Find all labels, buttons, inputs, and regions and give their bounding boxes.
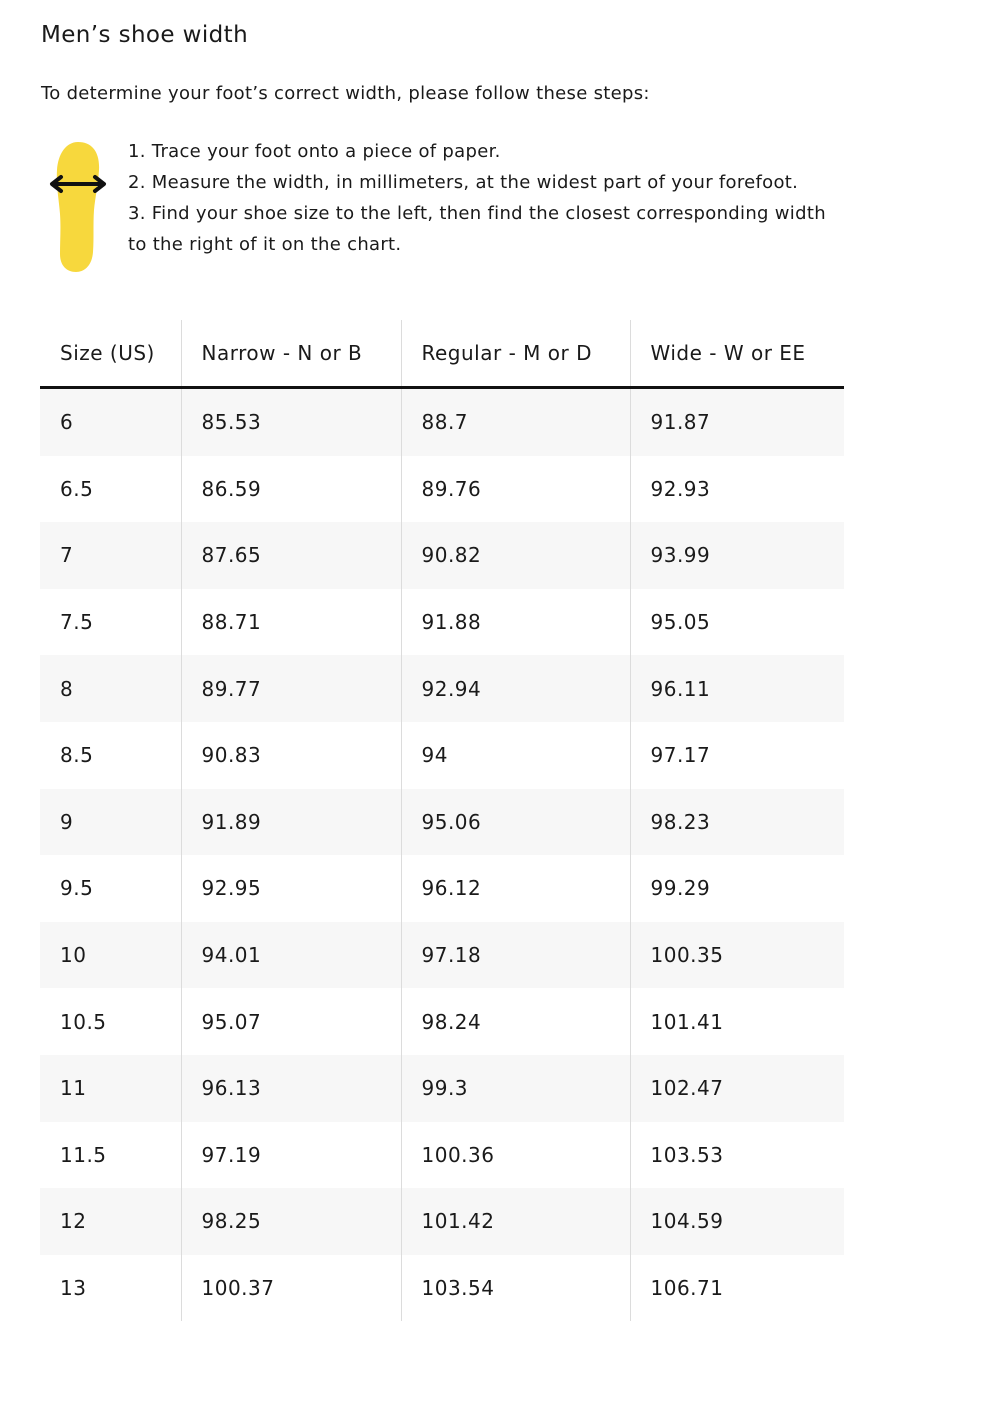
table-row — [40, 456, 844, 523]
cell-size: 11.5 — [40, 1122, 181, 1189]
cell-regular: 101.42 — [401, 1188, 630, 1255]
step-item: 2. Measure the width, in millimeters, at the widest part of your forefoot. — [128, 172, 799, 193]
cell-size: 13 — [40, 1255, 181, 1322]
step-item: 3. Find your shoe size to the left, then find the closest corresponding width to the right of it on the chart. — [128, 203, 826, 255]
cell-narrow: 94.01 — [181, 922, 401, 989]
cell-narrow: 91.89 — [181, 789, 401, 856]
cell-narrow: 95.07 — [181, 988, 401, 1055]
foot-outline-width-icon — [48, 140, 108, 274]
cell-regular: 88.7 — [401, 388, 630, 456]
column-header-size: Size (US) — [40, 320, 181, 388]
cell-narrow: 85.53 — [181, 388, 401, 456]
cell-regular: 96.12 — [401, 855, 630, 922]
table-row — [40, 1055, 844, 1122]
table-row — [40, 722, 844, 789]
table-row — [40, 1122, 844, 1189]
cell-wide: 101.41 — [630, 988, 844, 1055]
column-header-wide: Wide - W or EE — [630, 320, 844, 388]
cell-wide: 93.99 — [630, 522, 844, 589]
cell-regular: 91.88 — [401, 589, 630, 656]
cell-regular: 97.18 — [401, 922, 630, 989]
cell-narrow: 98.25 — [181, 1188, 401, 1255]
cell-wide: 95.05 — [630, 589, 844, 656]
table-row — [40, 522, 844, 589]
cell-regular: 92.94 — [401, 655, 630, 722]
cell-regular: 90.82 — [401, 522, 630, 589]
column-header-narrow: Narrow - N or B — [181, 320, 401, 388]
cell-wide: 98.23 — [630, 789, 844, 856]
cell-narrow: 96.13 — [181, 1055, 401, 1122]
cell-size: 6.5 — [40, 456, 181, 523]
cell-size: 8.5 — [40, 722, 181, 789]
table-row — [40, 789, 844, 856]
cell-wide: 97.17 — [630, 722, 844, 789]
table-row — [40, 1255, 844, 1322]
cell-wide: 104.59 — [630, 1188, 844, 1255]
cell-size: 11 — [40, 1055, 181, 1122]
cell-size: 7 — [40, 522, 181, 589]
cell-narrow: 88.71 — [181, 589, 401, 656]
cell-wide: 99.29 — [630, 855, 844, 922]
cell-narrow: 90.83 — [181, 722, 401, 789]
cell-size: 9 — [40, 789, 181, 856]
intro-text: To determine your foot’s correct width, please follow these steps: — [41, 83, 650, 104]
column-header-regular: Regular - M or D — [401, 320, 630, 388]
table-row — [40, 655, 844, 722]
table-header-row — [40, 320, 844, 388]
cell-size: 10 — [40, 922, 181, 989]
table-row — [40, 855, 844, 922]
cell-narrow: 87.65 — [181, 522, 401, 589]
cell-wide: 96.11 — [630, 655, 844, 722]
instruction-steps — [128, 136, 838, 260]
cell-size: 7.5 — [40, 589, 181, 656]
table-row — [40, 988, 844, 1055]
page-title: Men’s shoe width — [41, 22, 249, 48]
cell-narrow: 92.95 — [181, 855, 401, 922]
cell-wide: 106.71 — [630, 1255, 844, 1322]
foot-shape — [57, 142, 99, 272]
cell-wide: 102.47 — [630, 1055, 844, 1122]
cell-size: 12 — [40, 1188, 181, 1255]
cell-size: 6 — [40, 388, 181, 456]
table-row — [40, 589, 844, 656]
step-item: 1. Trace your foot onto a piece of paper. — [128, 141, 501, 162]
cell-size: 9.5 — [40, 855, 181, 922]
table-body — [40, 388, 844, 1322]
cell-wide: 92.93 — [630, 456, 844, 523]
cell-regular: 99.3 — [401, 1055, 630, 1122]
cell-wide: 100.35 — [630, 922, 844, 989]
cell-narrow: 100.37 — [181, 1255, 401, 1322]
cell-regular: 94 — [401, 722, 630, 789]
cell-wide: 91.87 — [630, 388, 844, 456]
shoe-width-table — [40, 320, 844, 1321]
cell-regular: 98.24 — [401, 988, 630, 1055]
cell-wide: 103.53 — [630, 1122, 844, 1189]
table-row — [40, 388, 844, 456]
cell-regular: 100.36 — [401, 1122, 630, 1189]
cell-regular: 103.54 — [401, 1255, 630, 1322]
cell-size: 8 — [40, 655, 181, 722]
cell-narrow: 97.19 — [181, 1122, 401, 1189]
cell-regular: 95.06 — [401, 789, 630, 856]
table-row — [40, 1188, 844, 1255]
cell-narrow: 89.77 — [181, 655, 401, 722]
cell-regular: 89.76 — [401, 456, 630, 523]
cell-narrow: 86.59 — [181, 456, 401, 523]
cell-size: 10.5 — [40, 988, 181, 1055]
table-row — [40, 922, 844, 989]
